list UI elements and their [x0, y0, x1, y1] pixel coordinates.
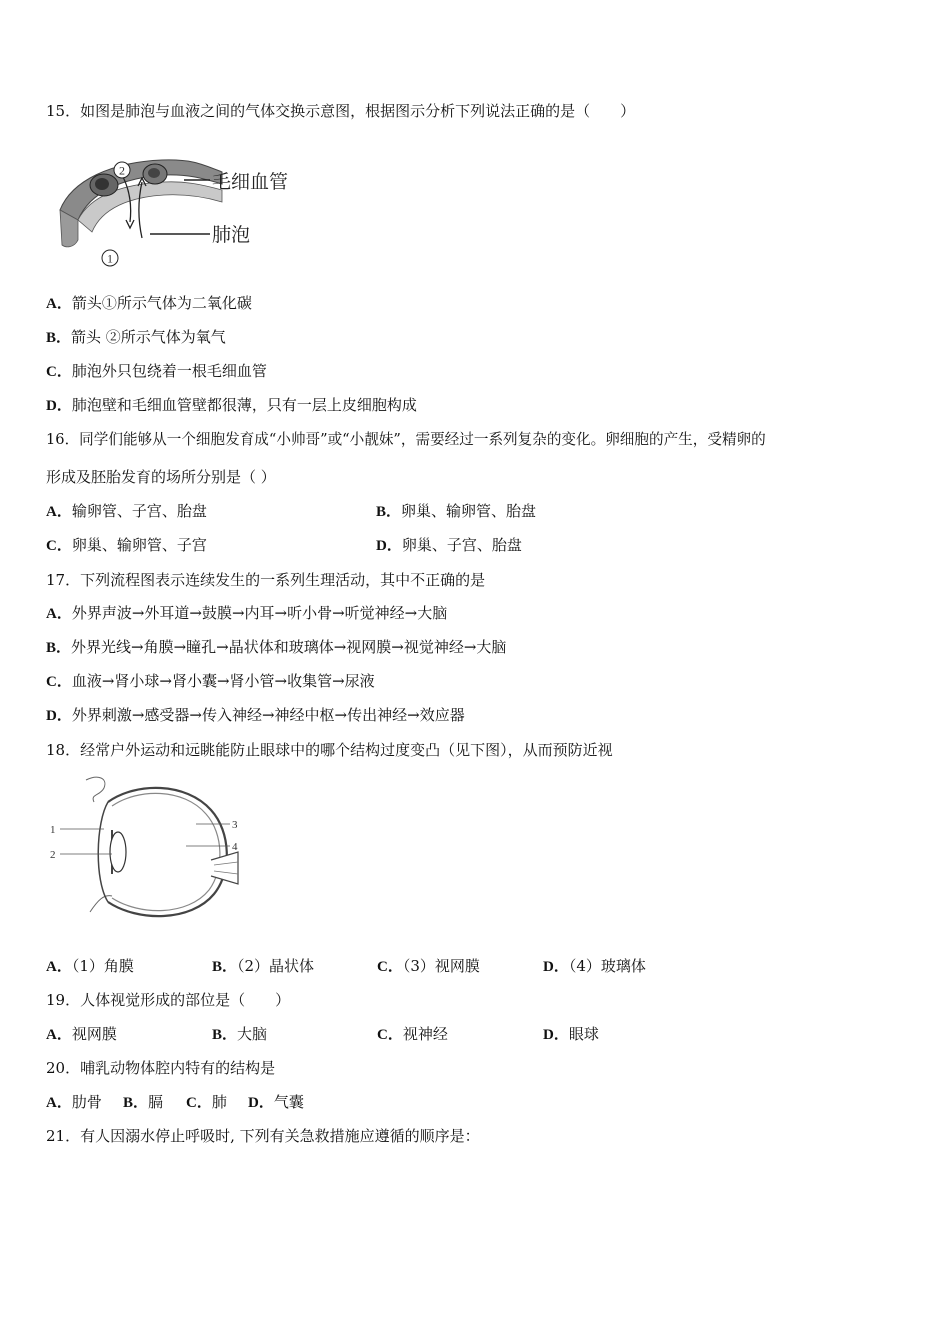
q16-option-d[interactable]: D．卵巢、子宫、胎盘: [376, 536, 522, 554]
q15-stem: 15．如图是肺泡与血液之间的气体交换示意图，根据图示分析下列说法正确的是（ ）: [46, 102, 636, 120]
q16-option-c[interactable]: C．卵巢、输卵管、子宫: [46, 536, 207, 554]
q18-option-a[interactable]: A．（1）角膜: [46, 957, 134, 975]
q17-option-c[interactable]: C．血液→肾小球→肾小囊→肾小管→收集管→尿液: [46, 672, 375, 690]
q19-option-a[interactable]: A．视网膜: [46, 1025, 117, 1043]
arrow-2-label: 2: [119, 163, 125, 178]
q20-option-c[interactable]: C．肺: [186, 1093, 227, 1111]
q20-option-a[interactable]: A．肋骨: [46, 1093, 102, 1111]
arrow-1-label: 1: [107, 251, 113, 266]
q17-option-d[interactable]: D．外界刺激→感受器→传入神经→神经中枢→传出神经→效应器: [46, 706, 465, 724]
q21-stem: 21．有人因溺水停止呼吸时, 下列有关急救措施应遵循的顺序是：: [46, 1127, 480, 1145]
q19-option-b[interactable]: B．大脑: [212, 1025, 268, 1043]
eyeball-figure: [46, 772, 256, 932]
q15-option-a[interactable]: A．箭头①所示气体为二氧化碳: [46, 294, 252, 312]
q17-option-b[interactable]: B．外界光线→角膜→瞳孔→晶状体和玻璃体→视网膜→视觉神经→大脑: [46, 638, 507, 656]
q15-option-c[interactable]: C．肺泡外只包绕着一根毛细血管: [46, 362, 267, 380]
q17-stem: 17．下列流程图表示连续发生的一系列生理活动，其中不正确的是: [46, 571, 486, 589]
q15-option-b[interactable]: B．箭头 ②所示气体为氧气: [46, 328, 226, 346]
capillary-label: 毛细血管: [212, 171, 289, 193]
alveolus-label: 肺泡: [212, 224, 251, 246]
q20-option-d[interactable]: D．气囊: [248, 1093, 304, 1111]
eye-label-3: 3: [232, 819, 238, 831]
q16-option-a[interactable]: A．输卵管、子宫、胎盘: [46, 502, 207, 520]
eye-label-4: 4: [232, 841, 238, 853]
alveolus-capillary-figure: [52, 150, 312, 275]
q16-stem-line2: 形成及胚胎发育的场所分别是（ ）: [46, 468, 276, 486]
q16-option-b[interactable]: B．卵巢、输卵管、胎盘: [376, 502, 537, 520]
q18-option-b[interactable]: B．（2）晶状体: [212, 957, 315, 975]
q18-option-c[interactable]: C．（3）视网膜: [377, 957, 480, 975]
q16-stem-line1: 16．同学们能够从一个细胞发育成“小帅哥”或“小靓妹”，需要经过一系列复杂的变化。卵细胞的产生，受精卵的: [46, 431, 766, 448]
q17-option-a[interactable]: A．外界声波→外耳道→鼓膜→内耳→听小骨→听觉神经→大脑: [46, 604, 448, 622]
q15-option-d[interactable]: D．肺泡壁和毛细血管壁都很薄，只有一层上皮细胞构成: [46, 396, 417, 414]
q18-option-d[interactable]: D．（4）玻璃体: [543, 957, 646, 975]
q18-stem: 18．经常户外运动和远眺能防止眼球中的哪个结构过度变凸（见下图），从而预防近视: [46, 741, 613, 759]
q19-stem: 19．人体视觉形成的部位是（ ）: [46, 991, 291, 1009]
eye-label-2: 2: [50, 849, 56, 861]
eye-label-1: 1: [50, 824, 56, 836]
q20-option-b[interactable]: B．膈: [123, 1093, 164, 1111]
q19-option-c[interactable]: C．视神经: [377, 1025, 448, 1043]
q20-stem: 20．哺乳动物体腔内特有的结构是: [46, 1059, 276, 1077]
q19-option-d[interactable]: D．眼球: [543, 1025, 599, 1043]
